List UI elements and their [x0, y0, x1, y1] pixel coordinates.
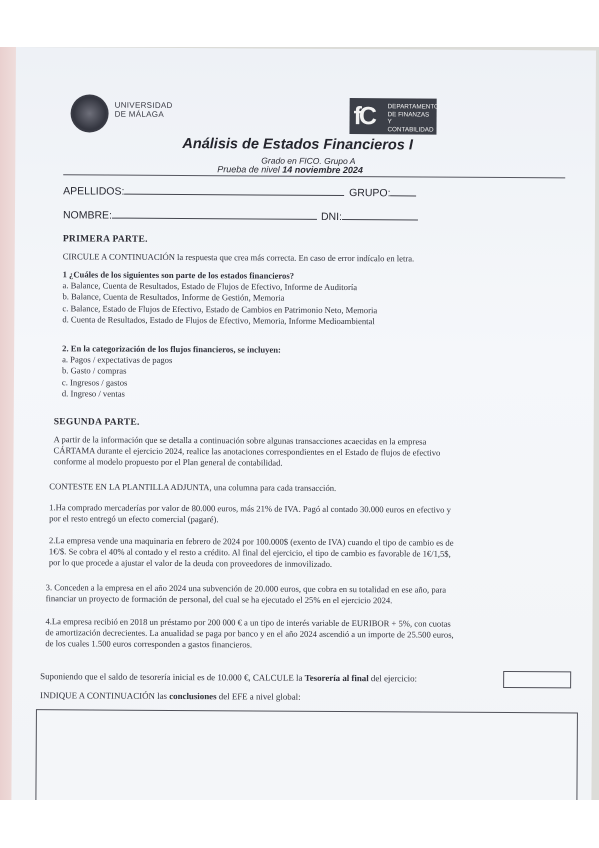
part1-heading: PRIMERA PARTE. [62, 234, 148, 245]
option-2c[interactable]: c. Ingresos / gastos [61, 376, 128, 388]
part2-heading: SEGUNDA PARTE. [53, 417, 140, 428]
exam-title: Análisis de Estados Financieros I [182, 136, 413, 154]
department-name: DEPARTAMENTO DE FINANZAS Y CONTABILIDAD [387, 103, 439, 134]
part2-intro: A partir de la información que se detalla a continuación sobre algunas transacciones acaecidas en la empresa CÁRTAMA durante el ejercicio 2024, realice las anotaciones correspondientes en el Estado de flujos de efectivo conforme al modelo propuesto por el Plan general de contabilidad. [53, 434, 441, 469]
option-2b[interactable]: b. Gasto / compras [61, 365, 127, 377]
department-logo [349, 98, 439, 135]
exam-subtitle-degree: Grado en FICO. Grupo A [261, 155, 356, 167]
exam-sheet [11, 47, 596, 800]
option-2a[interactable]: a. Pagos / expectativas de pagos [62, 354, 173, 366]
dni-line[interactable] [342, 210, 418, 220]
part2-instruction: CONTESTE EN LA PLANTILLA ADJUNTA, una columna para cada transacción. [49, 481, 337, 493]
department-mark: fC [353, 102, 375, 131]
exam-subtitle-date: Prueba de nivel 14 noviembre 2024 [217, 164, 363, 176]
university-seal-icon [70, 94, 108, 132]
transaction-2: 2.La empresa vende una maquinaria en febrero de 2024 por 100.000$ (exento de IVA) cuando el tipo de cambio es de 1€/$. Se cobra el 40% al contado y el resto a crédito. Al final del ejercicio, el tipo de cambio es favorable de 1€/1,5$, por lo que procede a ajustar el valor de la deuda con proveedores de inmovilizado. [48, 535, 454, 570]
final-cash-question: Suponiendo que el saldo de tesorería inicial es de 10.000 €, CALCULE la Tesorería al final del ejercicio: [40, 671, 418, 684]
final-cash-answer-box[interactable] [503, 671, 571, 688]
transaction-4: 4.La empresa recibió en 2018 un préstamo por 200 000 € a un tipo de interés variable de EURIBOR + 5%, con cuotas de amortización decrecientes. La anualidad se paga por banco y en el año 2024 ascendió a un importe de 25.500 euros, de los cuales 1.500 euros corresponden a gastos financieros. [45, 616, 454, 650]
option-1c[interactable]: c. Balance, Estado de Flujos de Efectivo, Estado de Cambios en Patrimonio Neto, Memoria [62, 302, 378, 315]
apellidos-field[interactable]: APELLIDOS: [63, 184, 344, 199]
header-divider [63, 174, 565, 178]
apellidos-line[interactable] [124, 185, 344, 196]
dni-field[interactable]: DNI: [321, 210, 418, 224]
question-2: 2. En la categorización de los flujos financieros, se incluyen: a. Pagos / expectativas de pagos b. Gasto / compras c. Ingresos / gastos d. Ingreso / ventas [62, 343, 281, 400]
transaction-1: 1.Ha comprado mercaderías por valor de 80.000 euros, más 21% de IVA. Pagó al contado 30.000 euros en efectivo y por el resto entregó un efecto comercial (pagaré). [49, 502, 451, 525]
nombre-line[interactable] [112, 209, 317, 220]
option-2d[interactable]: d. Ingreso / ventas [61, 388, 125, 399]
conclusions-prompt: INDIQUE A CONTINUACIÓN las conclusiones del EFE a nivel global: [40, 690, 301, 702]
option-1a[interactable]: a. Balance, Cuenta de Resultados, Estado de Flujos de Efectivo, Informe de Auditoría [62, 280, 358, 293]
grupo-field[interactable]: GRUPO: [349, 186, 417, 199]
university-name: UNIVERSIDAD DE MÁLAGA [114, 100, 173, 119]
grupo-line[interactable] [391, 186, 417, 196]
conclusions-answer-box[interactable] [35, 709, 578, 800]
part1-instruction: CIRCULE A CONTINUACIÓN la respuesta que crea más correcta. En caso de error indícalo en letra. [62, 251, 415, 264]
question-1: 1 ¿Cuáles de los siguientes son parte de los estados financieros? a. Balance, Cuenta de Resultados, Estado de Flujos de Efectivo, Informe de Auditoría b. Balance, Cuenta de Resultados, Informe de Gestión, Memoria c. Balance, Estado de Flujos de Efectivo, Estado de Cambios en Patrimonio Neto, Memoria d. Cuenta de Resultados, Estado de Flujos de Efectivo, Memoria, Informe Medioambiental [62, 269, 378, 327]
option-1d[interactable]: d. Cuenta de Resultados, Estado de Flujos de Efectivo, Memoria, Informe Medioambiental [62, 314, 375, 327]
photo-background [0, 47, 599, 800]
transaction-3: 3. Conceden a la empresa en el año 2024 una subvención de 20.000 euros, que cobra en su totalidad en ese año, para financiar un proyecto de formación de personal, del cual se ha ejecutado el 25% en el ejercicio 2024. [45, 582, 447, 606]
nombre-field[interactable]: NOMBRE: [63, 208, 317, 223]
option-1b[interactable]: b. Balance, Cuenta de Resultados, Informe de Gestión, Memoria [62, 291, 285, 304]
